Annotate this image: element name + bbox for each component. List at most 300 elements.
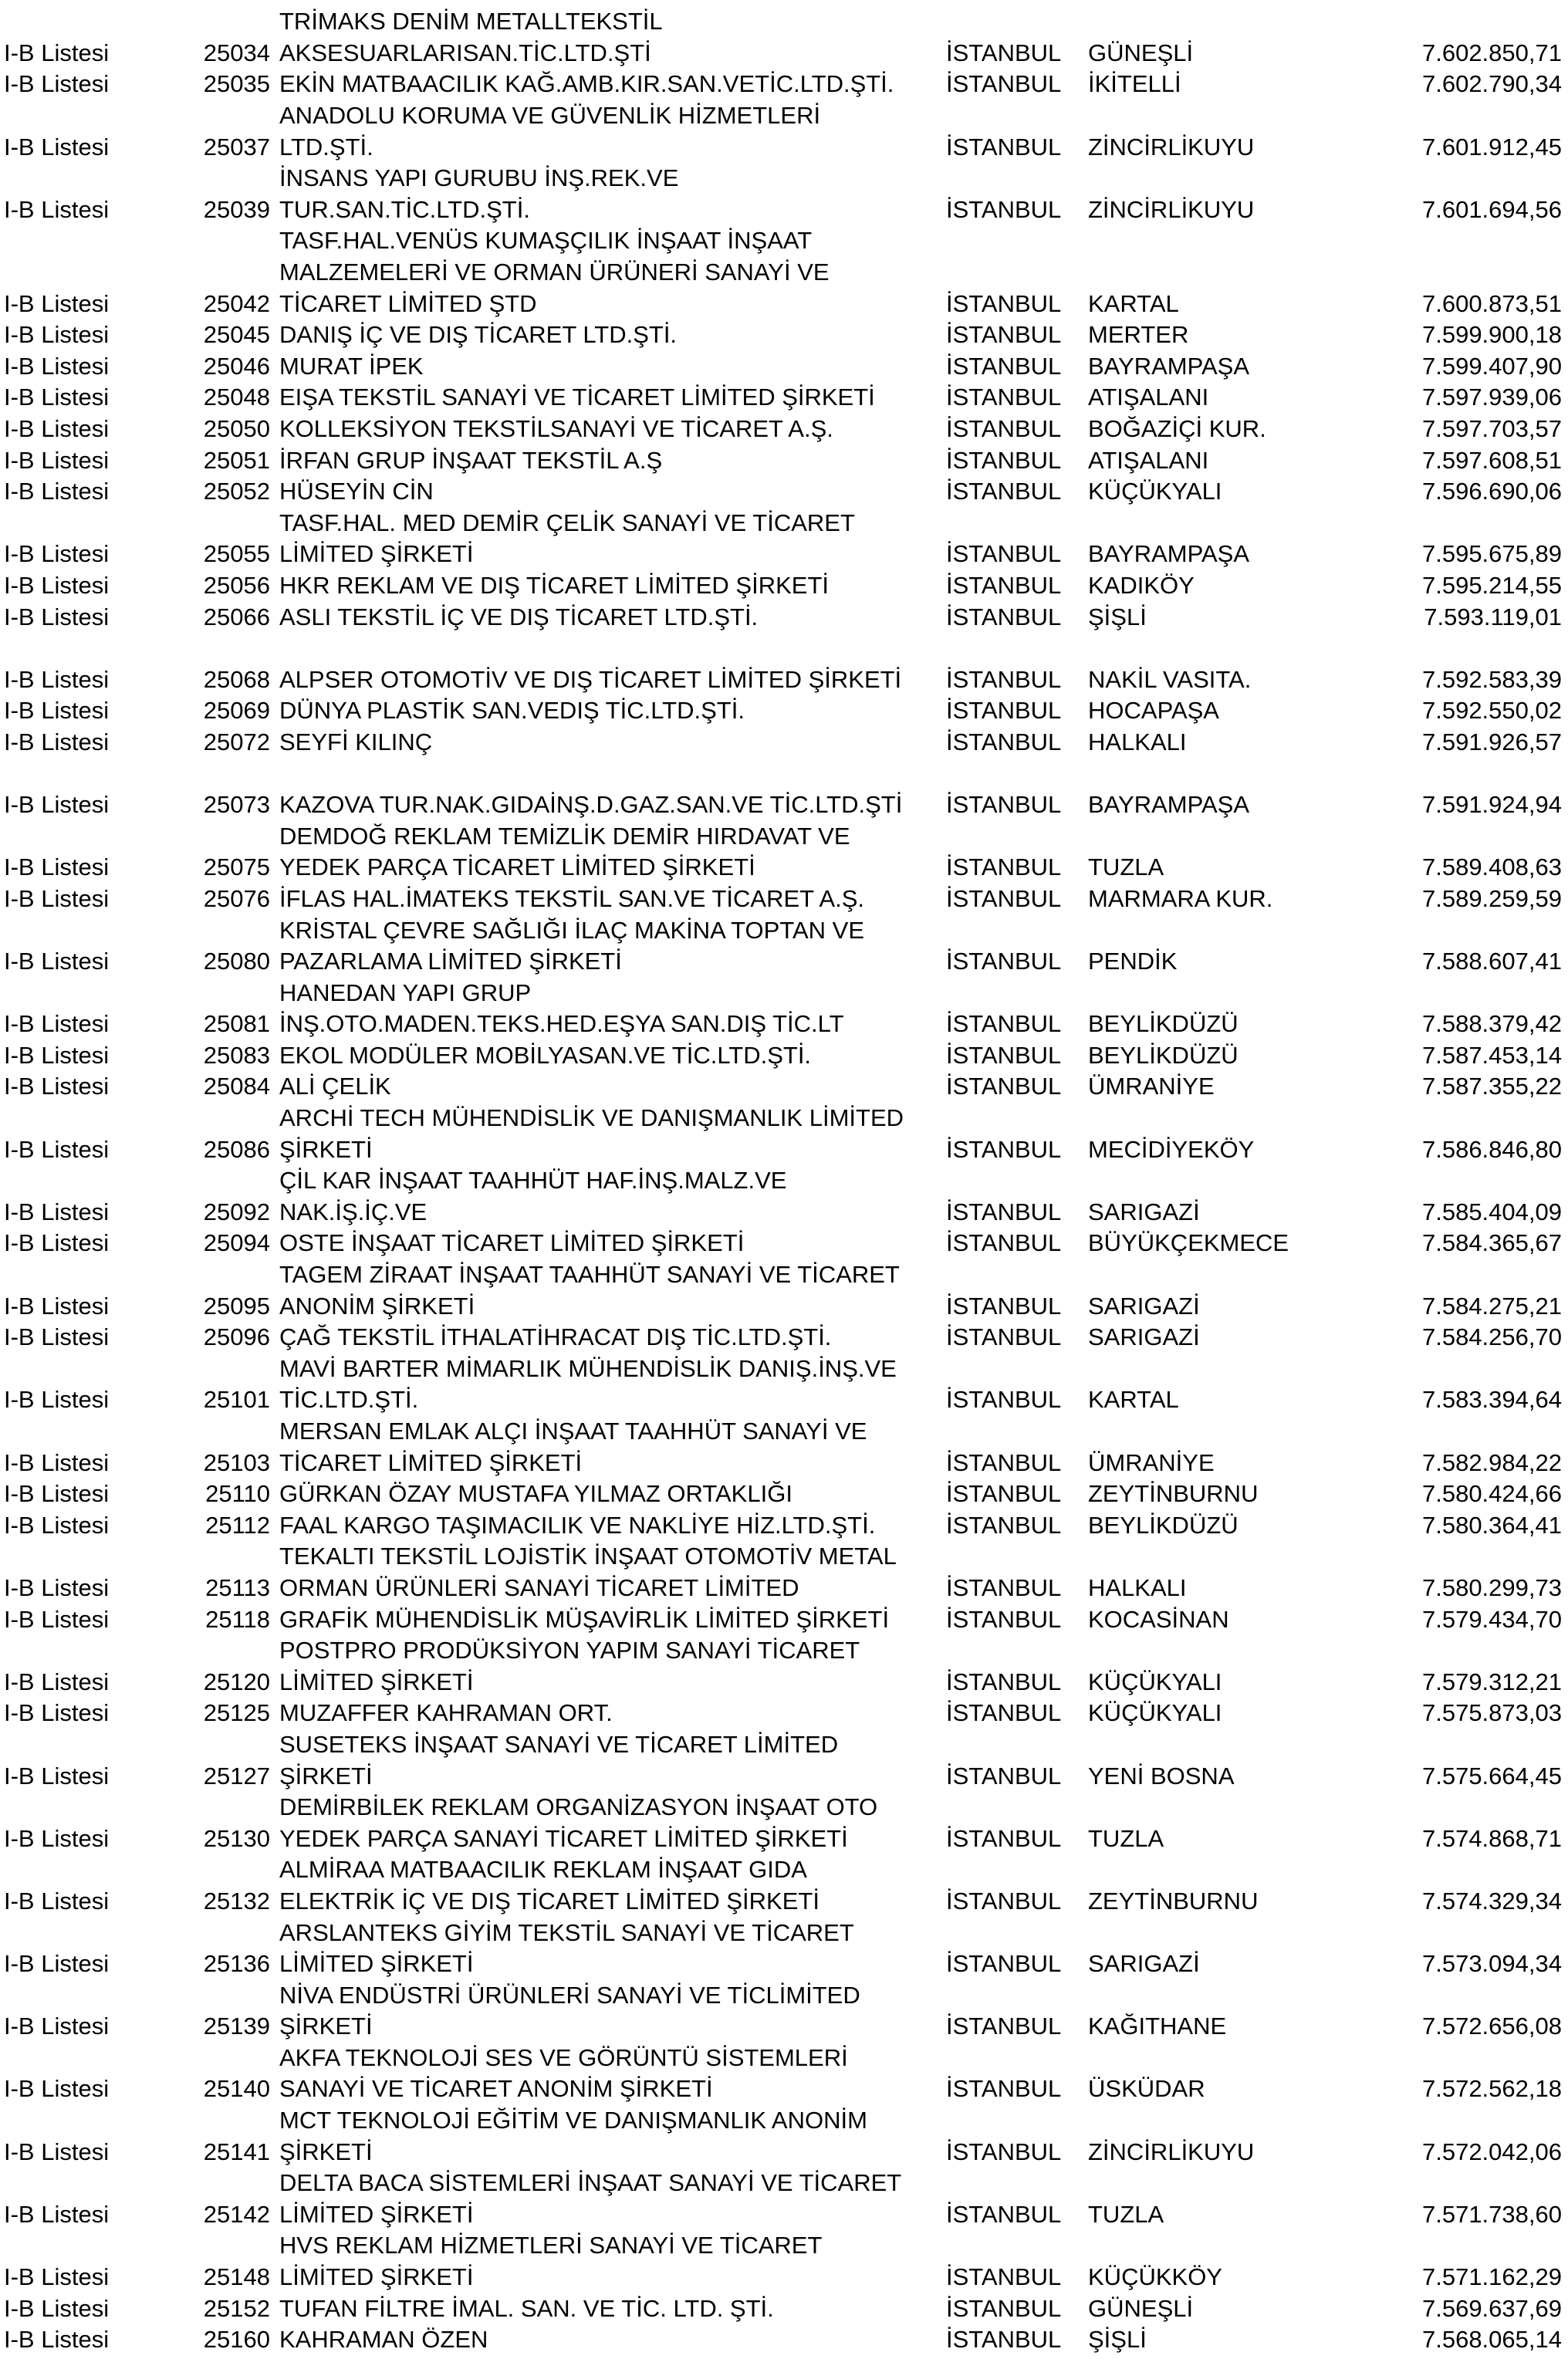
row-number: 25039 <box>203 195 270 223</box>
city: İSTANBUL <box>946 1229 1062 1257</box>
city: İSTANBUL <box>946 571 1062 599</box>
list-label: I-B Listesi <box>4 2294 110 2322</box>
city: İSTANBUL <box>946 1573 1062 1601</box>
amount: 7.588.607,41 <box>1421 948 1562 975</box>
row-number: 25035 <box>203 70 270 98</box>
table-row <box>0 2011 1568 2043</box>
amount: 7.591.926,57 <box>1421 728 1562 755</box>
row-number: 25048 <box>203 384 270 411</box>
list-label: I-B Listesi <box>4 1073 110 1100</box>
city: İSTANBUL <box>946 1511 1062 1539</box>
amount: 7.569.637,69 <box>1421 2294 1562 2322</box>
amount: 7.580.299,73 <box>1421 1573 1562 1601</box>
list-label: I-B Listesi <box>4 1573 110 1601</box>
list-label: I-B Listesi <box>4 446 110 474</box>
city: İSTANBUL <box>946 1198 1062 1225</box>
district: HOCAPAŞA <box>1088 697 1219 725</box>
district: ZEYTİNBURNU <box>1088 1480 1259 1508</box>
list-label: I-B Listesi <box>4 697 110 725</box>
list-label: I-B Listesi <box>4 1605 110 1633</box>
company-name: DELTA BACA SİSTEMLERİ İNŞAAT SANAYİ VE TİCARET <box>279 2169 902 2197</box>
list-label: I-B Listesi <box>4 133 110 161</box>
table-row <box>0 288 1568 319</box>
company-name: DÜNYA PLASTİK SAN.VEDIŞ TİC.LTD.ŞTİ. <box>279 697 745 725</box>
amount: 7.579.312,21 <box>1421 1668 1562 1695</box>
list-label: I-B Listesi <box>4 1448 110 1476</box>
company-name: KOLLEKSİYON TEKSTİLSANAYİ VE TİCARET A.Ş. <box>279 415 833 443</box>
city: İSTANBUL <box>946 1292 1062 1320</box>
company-name: MALZEMELERİ VE ORMAN ÜRÜNERİ SANAYİ VE <box>279 259 830 286</box>
table-row <box>0 1134 1568 1165</box>
table-row <box>0 1416 1568 1448</box>
district: BÜYÜKÇEKMECE <box>1088 1229 1289 1257</box>
table-row <box>0 789 1568 821</box>
table-row <box>0 1729 1568 1761</box>
company-name: ORMAN ÜRÜNLERİ SANAYİ TİCARET LİMİTED <box>279 1573 799 1601</box>
table-row <box>0 2262 1568 2293</box>
district: ÜMRANİYE <box>1088 1448 1215 1476</box>
table-row <box>0 6 1568 38</box>
city: İSTANBUL <box>946 697 1062 725</box>
row-number: 25080 <box>203 948 270 975</box>
district: BOĞAZİÇİ KUR. <box>1088 415 1266 443</box>
table-row <box>0 382 1568 414</box>
company-name: TUR.SAN.TİC.LTD.ŞTİ. <box>279 195 530 223</box>
amount: 7.585.404,09 <box>1421 1198 1562 1225</box>
row-number: 25130 <box>203 1824 270 1852</box>
table-row <box>0 2324 1568 2356</box>
company-name: TİC.LTD.ŞTİ. <box>279 1386 419 1414</box>
amount: 7.584.275,21 <box>1421 1292 1562 1320</box>
list-label: I-B Listesi <box>4 1198 110 1225</box>
list-label: I-B Listesi <box>4 853 110 881</box>
amount: 7.595.675,89 <box>1421 540 1562 568</box>
amount: 7.592.550,02 <box>1421 697 1562 725</box>
district: TUZLA <box>1088 1824 1164 1852</box>
company-name: LİMİTED ŞİRKETİ <box>279 540 474 568</box>
list-label: I-B Listesi <box>4 70 110 98</box>
district: MECİDİYEKÖY <box>1088 1135 1255 1163</box>
company-name: SANAYİ VE TİCARET ANONİM ŞİRKETİ <box>279 2075 713 2103</box>
table-row <box>0 1854 1568 1886</box>
list-label: I-B Listesi <box>4 415 110 443</box>
list-label: I-B Listesi <box>4 884 110 912</box>
company-name: MAVİ BARTER MİMARLIK MÜHENDİSLİK DANIŞ.İNŞ.VE <box>279 1354 897 1382</box>
city: İSTANBUL <box>946 2263 1062 2291</box>
district: YENİ BOSNA <box>1088 1762 1235 1790</box>
district: HALKALI <box>1088 728 1187 755</box>
table-row <box>0 1071 1568 1103</box>
table-row <box>0 758 1568 789</box>
district: BAYRAMPAŞA <box>1088 540 1250 568</box>
company-name: GRAFİK MÜHENDİSLİK MÜŞAVİRLİK LİMİTED ŞİRKETİ <box>279 1605 890 1633</box>
district: ŞİŞLİ <box>1088 2326 1147 2354</box>
amount: 7.572.656,08 <box>1421 2013 1562 2040</box>
city: İSTANBUL <box>946 2013 1062 2040</box>
city: İSTANBUL <box>946 1323 1062 1351</box>
district: MERTER <box>1088 321 1189 349</box>
amount: 7.593.119,01 <box>1424 603 1562 630</box>
list-label: I-B Listesi <box>4 478 110 505</box>
table-row <box>0 1979 1568 2011</box>
row-number: 25103 <box>203 1448 270 1476</box>
list-label: I-B Listesi <box>4 1041 110 1069</box>
list-label: I-B Listesi <box>4 2200 110 2228</box>
table-row <box>0 1447 1568 1479</box>
district: NAKİL VASITA. <box>1088 665 1252 693</box>
list-label: I-B Listesi <box>4 1010 110 1038</box>
company-name: TİCARET LİMİTED ŞİRKETİ <box>279 1448 583 1476</box>
company-name: NİVA ENDÜSTRİ ÜRÜNLERİ SANAYİ VE TİCLİMİTED <box>279 1981 860 2009</box>
company-name: DEMDOĞ REKLAM TEMİZLİK DEMİR HIRDAVAT VE <box>279 822 850 850</box>
amount: 7.572.042,06 <box>1421 2138 1562 2165</box>
city: İSTANBUL <box>946 603 1062 630</box>
amount: 7.600.873,51 <box>1421 289 1562 317</box>
table-row <box>0 100 1568 132</box>
row-number: 25068 <box>203 665 270 693</box>
district: ATIŞALANI <box>1088 446 1209 474</box>
company-name: HÜSEYİN CİN <box>279 478 434 505</box>
table-row <box>0 852 1568 884</box>
table-row <box>0 1165 1568 1197</box>
district: İKİTELLİ <box>1088 70 1181 98</box>
list-label: I-B Listesi <box>4 1229 110 1257</box>
amount: 7.591.924,94 <box>1421 791 1562 819</box>
district: TUZLA <box>1088 2200 1164 2228</box>
company-name: İFLAS HAL.İMATEKS TEKSTİL SAN.VE TİCARET A.Ş. <box>279 884 865 912</box>
company-name: HANEDAN YAPI GRUP <box>279 978 532 1006</box>
city: İSTANBUL <box>946 2200 1062 2228</box>
list-label: I-B Listesi <box>4 289 110 317</box>
district: ÜMRANİYE <box>1088 1073 1215 1100</box>
table-row <box>0 1228 1568 1259</box>
row-number: 25046 <box>203 352 270 380</box>
company-name: TAGEM ZİRAAT İNŞAAT TAAHHÜT SANAYİ VE TİCARET <box>279 1261 900 1289</box>
district: KARTAL <box>1088 289 1179 317</box>
list-label: I-B Listesi <box>4 1292 110 1320</box>
company-name: SUSETEKS İNŞAAT SANAYİ VE TİCARET LİMİTED <box>279 1730 839 1758</box>
company-name: EKİN MATBAACILIK KAĞ.AMB.KIR.SAN.VETİC.LTD.ŞTİ. <box>279 70 894 98</box>
company-name: AKFA TEKNOLOJİ SES VE GÖRÜNTÜ SİSTEMLERİ <box>279 2043 848 2071</box>
company-name: TASF.HAL.VENÜS KUMAŞÇILIK İNŞAAT İNŞAAT <box>279 227 813 255</box>
row-number: 25120 <box>203 1668 270 1695</box>
amount: 7.595.214,55 <box>1421 571 1562 599</box>
row-number: 25075 <box>203 853 270 881</box>
city: İSTANBUL <box>946 665 1062 693</box>
city: İSTANBUL <box>946 1010 1062 1038</box>
district: TUZLA <box>1088 853 1164 881</box>
table-row <box>0 444 1568 476</box>
list-label: I-B Listesi <box>4 384 110 411</box>
company-name: EIŞA TEKSTİL SANAYİ VE TİCARET LİMİTED ŞİRKETİ <box>279 384 875 411</box>
city: İSTANBUL <box>946 728 1062 755</box>
company-name: İRFAN GRUP İNŞAAT TEKSTİL A.Ş <box>279 446 663 474</box>
company-name: ŞİRKETİ <box>279 1762 373 1790</box>
district: KOCASİNAN <box>1088 1605 1229 1633</box>
amount: 7.584.256,70 <box>1421 1323 1562 1351</box>
table-row <box>0 1573 1568 1604</box>
table-row <box>0 539 1568 570</box>
company-name: HKR REKLAM VE DIŞ TİCARET LİMİTED ŞİRKETİ <box>279 571 830 599</box>
table-row <box>0 2105 1568 2137</box>
list-label: I-B Listesi <box>4 2013 110 2040</box>
company-name: KRİSTAL ÇEVRE SAĞLIĞI İLAÇ MAKİNA TOPTAN VE <box>279 916 865 944</box>
amount: 7.575.873,03 <box>1421 1699 1562 1727</box>
company-name: ŞİRKETİ <box>279 2138 373 2165</box>
company-name: DEMİRBİLEK REKLAM ORGANİZASYON İNŞAAT OTO <box>279 1793 878 1821</box>
amount: 7.592.583,39 <box>1421 665 1562 693</box>
list-label: I-B Listesi <box>4 2075 110 2103</box>
company-table <box>0 6 1568 2356</box>
row-number: 25095 <box>203 1292 270 1320</box>
district: KÜÇÜKYALI <box>1088 478 1222 505</box>
list-label: I-B Listesi <box>4 571 110 599</box>
company-name: TİCARET LİMİTED ŞTD <box>279 289 537 317</box>
district: KAĞITHANE <box>1088 2013 1227 2040</box>
table-row <box>0 1698 1568 1729</box>
amount: 7.597.608,51 <box>1421 446 1562 474</box>
district: SARIGAZİ <box>1088 1198 1200 1225</box>
city: İSTANBUL <box>946 2138 1062 2165</box>
list-label: I-B Listesi <box>4 1762 110 1790</box>
table-row <box>0 1823 1568 1854</box>
amount: 7.602.850,71 <box>1421 39 1562 66</box>
company-name: ANONİM ŞİRKETİ <box>279 1292 475 1320</box>
list-label: I-B Listesi <box>4 1950 110 1978</box>
company-name: ANADOLU KORUMA VE GÜVENLİK HİZMETLERİ <box>279 102 821 130</box>
city: İSTANBUL <box>946 1668 1062 1695</box>
table-row <box>0 695 1568 727</box>
table-row <box>0 476 1568 508</box>
list-label: I-B Listesi <box>4 791 110 819</box>
table-row <box>0 977 1568 1009</box>
row-number: 25042 <box>203 289 270 317</box>
district: SARIGAZİ <box>1088 1292 1200 1320</box>
table-row <box>0 820 1568 852</box>
company-name: ŞİRKETİ <box>279 2013 373 2040</box>
city: İSTANBUL <box>946 2294 1062 2322</box>
row-number: 25118 <box>205 1605 270 1633</box>
company-name: YEDEK PARÇA TİCARET LİMİTED ŞİRKETİ <box>279 853 755 881</box>
company-name: TRİMAKS DENİM METALLTEKSTİL <box>279 8 663 35</box>
company-name: POSTPRO PRODÜKSİYON YAPIM SANAYİ TİCARET <box>279 1637 860 1664</box>
district: BAYRAMPAŞA <box>1088 791 1250 819</box>
table-row <box>0 508 1568 539</box>
row-number: 25142 <box>203 2200 270 2228</box>
table-row <box>0 1792 1568 1823</box>
table-row <box>0 2293 1568 2324</box>
row-number: 25092 <box>203 1198 270 1225</box>
table-row <box>0 884 1568 915</box>
list-label: I-B Listesi <box>4 1511 110 1539</box>
table-row <box>0 1760 1568 1792</box>
row-number: 25083 <box>203 1041 270 1069</box>
company-name: GÜRKAN ÖZAY MUSTAFA YILMAZ ORTAKLIĞI <box>279 1480 792 1508</box>
row-number: 25096 <box>203 1323 270 1351</box>
company-name: AKSESUARLARISAN.TİC.LTD.ŞTİ <box>279 39 651 66</box>
table-row <box>0 351 1568 383</box>
table-row <box>0 257 1568 289</box>
city: İSTANBUL <box>946 948 1062 975</box>
city: İSTANBUL <box>946 1605 1062 1633</box>
row-number: 25125 <box>203 1699 270 1727</box>
amount: 7.579.434,70 <box>1421 1605 1562 1633</box>
city: İSTANBUL <box>946 791 1062 819</box>
amount: 7.602.790,34 <box>1421 70 1562 98</box>
table-row <box>0 1666 1568 1698</box>
district: GÜNEŞLİ <box>1088 2294 1194 2322</box>
table-row <box>0 319 1568 351</box>
table-row <box>0 914 1568 946</box>
company-name: ÇAĞ TEKSTİL İTHALATİHRACAT DIŞ TİC.LTD.ŞTİ. <box>279 1323 832 1351</box>
amount: 7.589.259,59 <box>1421 884 1562 912</box>
amount: 7.583.394,64 <box>1421 1386 1562 1414</box>
city: İSTANBUL <box>946 352 1062 380</box>
list-label: I-B Listesi <box>4 2138 110 2165</box>
table-row <box>0 1886 1568 1918</box>
company-name: OSTE İNŞAAT TİCARET LİMİTED ŞİRKETİ <box>279 1229 745 1257</box>
amount: 7.574.329,34 <box>1421 1887 1562 1915</box>
district: MARMARA KUR. <box>1088 884 1273 912</box>
row-number: 25136 <box>203 1950 270 1978</box>
table-row <box>0 1322 1568 1354</box>
row-number: 25055 <box>203 540 270 568</box>
row-number: 25094 <box>203 1229 270 1257</box>
company-name: DANIŞ İÇ VE DIŞ TİCARET LTD.ŞTİ. <box>279 321 678 349</box>
list-label: I-B Listesi <box>4 948 110 975</box>
amount: 7.586.846,80 <box>1421 1135 1562 1163</box>
list-label: I-B Listesi <box>4 321 110 349</box>
table-row <box>0 633 1568 664</box>
amount: 7.597.703,57 <box>1421 415 1562 443</box>
company-name: ÇİL KAR İNŞAAT TAAHHÜT HAF.İNŞ.MALZ.VE <box>279 1167 787 1195</box>
district: ZİNCİRLİKUYU <box>1088 133 1255 161</box>
company-name: FAAL KARGO TAŞIMACILIK VE NAKLİYE HİZ.LTD.ŞTİ. <box>279 1511 876 1539</box>
amount: 7.582.984,22 <box>1421 1448 1562 1476</box>
table-row <box>0 131 1568 163</box>
list-label: I-B Listesi <box>4 540 110 568</box>
amount: 7.587.453,14 <box>1421 1041 1562 1069</box>
district: GÜNEŞLİ <box>1088 39 1194 66</box>
table-row <box>0 163 1568 194</box>
table-row <box>0 414 1568 445</box>
company-name: YEDEK PARÇA SANAYİ TİCARET LİMİTED ŞİRKETİ <box>279 1824 848 1852</box>
district: ZİNCİRLİKUYU <box>1088 2138 1255 2165</box>
amount: 7.573.094,34 <box>1421 1950 1562 1978</box>
row-number: 25056 <box>203 571 270 599</box>
company-name: LİMİTED ŞİRKETİ <box>279 1950 474 1978</box>
city: İSTANBUL <box>946 195 1062 223</box>
row-number: 25037 <box>203 133 270 161</box>
list-label: I-B Listesi <box>4 1887 110 1915</box>
district: ZİNCİRLİKUYU <box>1088 195 1255 223</box>
city: İSTANBUL <box>946 478 1062 505</box>
amount: 7.580.364,41 <box>1421 1511 1562 1539</box>
table-row <box>0 570 1568 602</box>
table-row <box>0 69 1568 100</box>
district: KADIKÖY <box>1088 571 1195 599</box>
district: KÜÇÜKYALI <box>1088 1699 1222 1727</box>
city: İSTANBUL <box>946 384 1062 411</box>
district: SARIGAZİ <box>1088 1950 1200 1978</box>
table-row <box>0 1479 1568 1510</box>
row-number: 25112 <box>205 1511 270 1539</box>
row-number: 25066 <box>203 603 270 630</box>
city: İSTANBUL <box>946 1386 1062 1414</box>
table-row <box>0 1290 1568 1322</box>
table-row <box>0 1541 1568 1573</box>
district: ŞİŞLİ <box>1088 603 1147 630</box>
list-label: I-B Listesi <box>4 728 110 755</box>
company-name: KAHRAMAN ÖZEN <box>279 2326 488 2354</box>
table-row <box>0 664 1568 695</box>
table-row <box>0 1197 1568 1229</box>
table-row <box>0 946 1568 978</box>
city: İSTANBUL <box>946 540 1062 568</box>
row-number: 25139 <box>203 2013 270 2040</box>
company-name: NAK.İŞ.İÇ.VE <box>279 1198 427 1225</box>
table-row <box>0 2230 1568 2262</box>
company-name: MCT TEKNOLOJİ EĞİTİM VE DANIŞMANLIK ANONİM <box>279 2107 867 2134</box>
company-name: TEKALTI TEKSTİL LOJİSTİK İNŞAAT OTOMOTİV METAL <box>279 1543 897 1570</box>
row-number: 25072 <box>203 728 270 755</box>
amount: 7.568.065,14 <box>1421 2326 1562 2354</box>
company-name: MUZAFFER KAHRAMAN ORT. <box>279 1699 613 1727</box>
table-row <box>0 1103 1568 1134</box>
company-name: KAZOVA TUR.NAK.GIDAİNŞ.D.GAZ.SAN.VE TİC.LTD.ŞTİ <box>279 791 903 819</box>
row-number: 25148 <box>203 2263 270 2291</box>
city: İSTANBUL <box>946 1480 1062 1508</box>
district: KARTAL <box>1088 1386 1179 1414</box>
company-name: ARCHİ TECH MÜHENDİSLİK VE DANIŞMANLIK LİMİTED <box>279 1104 904 1132</box>
district: ZEYTİNBURNU <box>1088 1887 1259 1915</box>
row-number: 25081 <box>203 1010 270 1038</box>
company-name: TASF.HAL. MED DEMİR ÇELİK SANAYİ VE TİCARET <box>279 509 855 536</box>
table-row <box>0 1917 1568 1948</box>
table-row <box>0 1635 1568 1667</box>
table-row <box>0 2168 1568 2199</box>
company-name: MERSAN EMLAK ALÇI İNŞAAT TAAHHÜT SANAYİ VE <box>279 1418 867 1445</box>
city: İSTANBUL <box>946 1448 1062 1476</box>
amount: 7.596.690,06 <box>1421 478 1562 505</box>
district: HALKALI <box>1088 1573 1187 1601</box>
table-row <box>0 1384 1568 1416</box>
table-row <box>0 1009 1568 1040</box>
company-name: LTD.ŞTİ. <box>279 133 373 161</box>
district: KÜÇÜKYALI <box>1088 1668 1222 1695</box>
amount: 7.601.694,56 <box>1421 195 1562 223</box>
company-name: HVS REKLAM HİZMETLERİ SANAYİ VE TİCARET <box>279 2232 823 2259</box>
list-label: I-B Listesi <box>4 2263 110 2291</box>
city: İSTANBUL <box>946 415 1062 443</box>
district: KÜÇÜKKÖY <box>1088 2263 1222 2291</box>
row-number: 25034 <box>203 39 270 66</box>
row-number: 25051 <box>203 446 270 474</box>
row-number: 25045 <box>203 321 270 349</box>
list-label: I-B Listesi <box>4 1480 110 1508</box>
city: İSTANBUL <box>946 1073 1062 1100</box>
list-label: I-B Listesi <box>4 1135 110 1163</box>
row-number: 25127 <box>203 1762 270 1790</box>
row-number: 25140 <box>203 2075 270 2103</box>
city: İSTANBUL <box>946 39 1062 66</box>
row-number: 25084 <box>203 1073 270 1100</box>
city: İSTANBUL <box>946 2326 1062 2354</box>
city: İSTANBUL <box>946 853 1062 881</box>
amount: 7.589.408,63 <box>1421 853 1562 881</box>
company-name: LİMİTED ŞİRKETİ <box>279 1668 474 1695</box>
company-name: ALİ ÇELİK <box>279 1073 391 1100</box>
